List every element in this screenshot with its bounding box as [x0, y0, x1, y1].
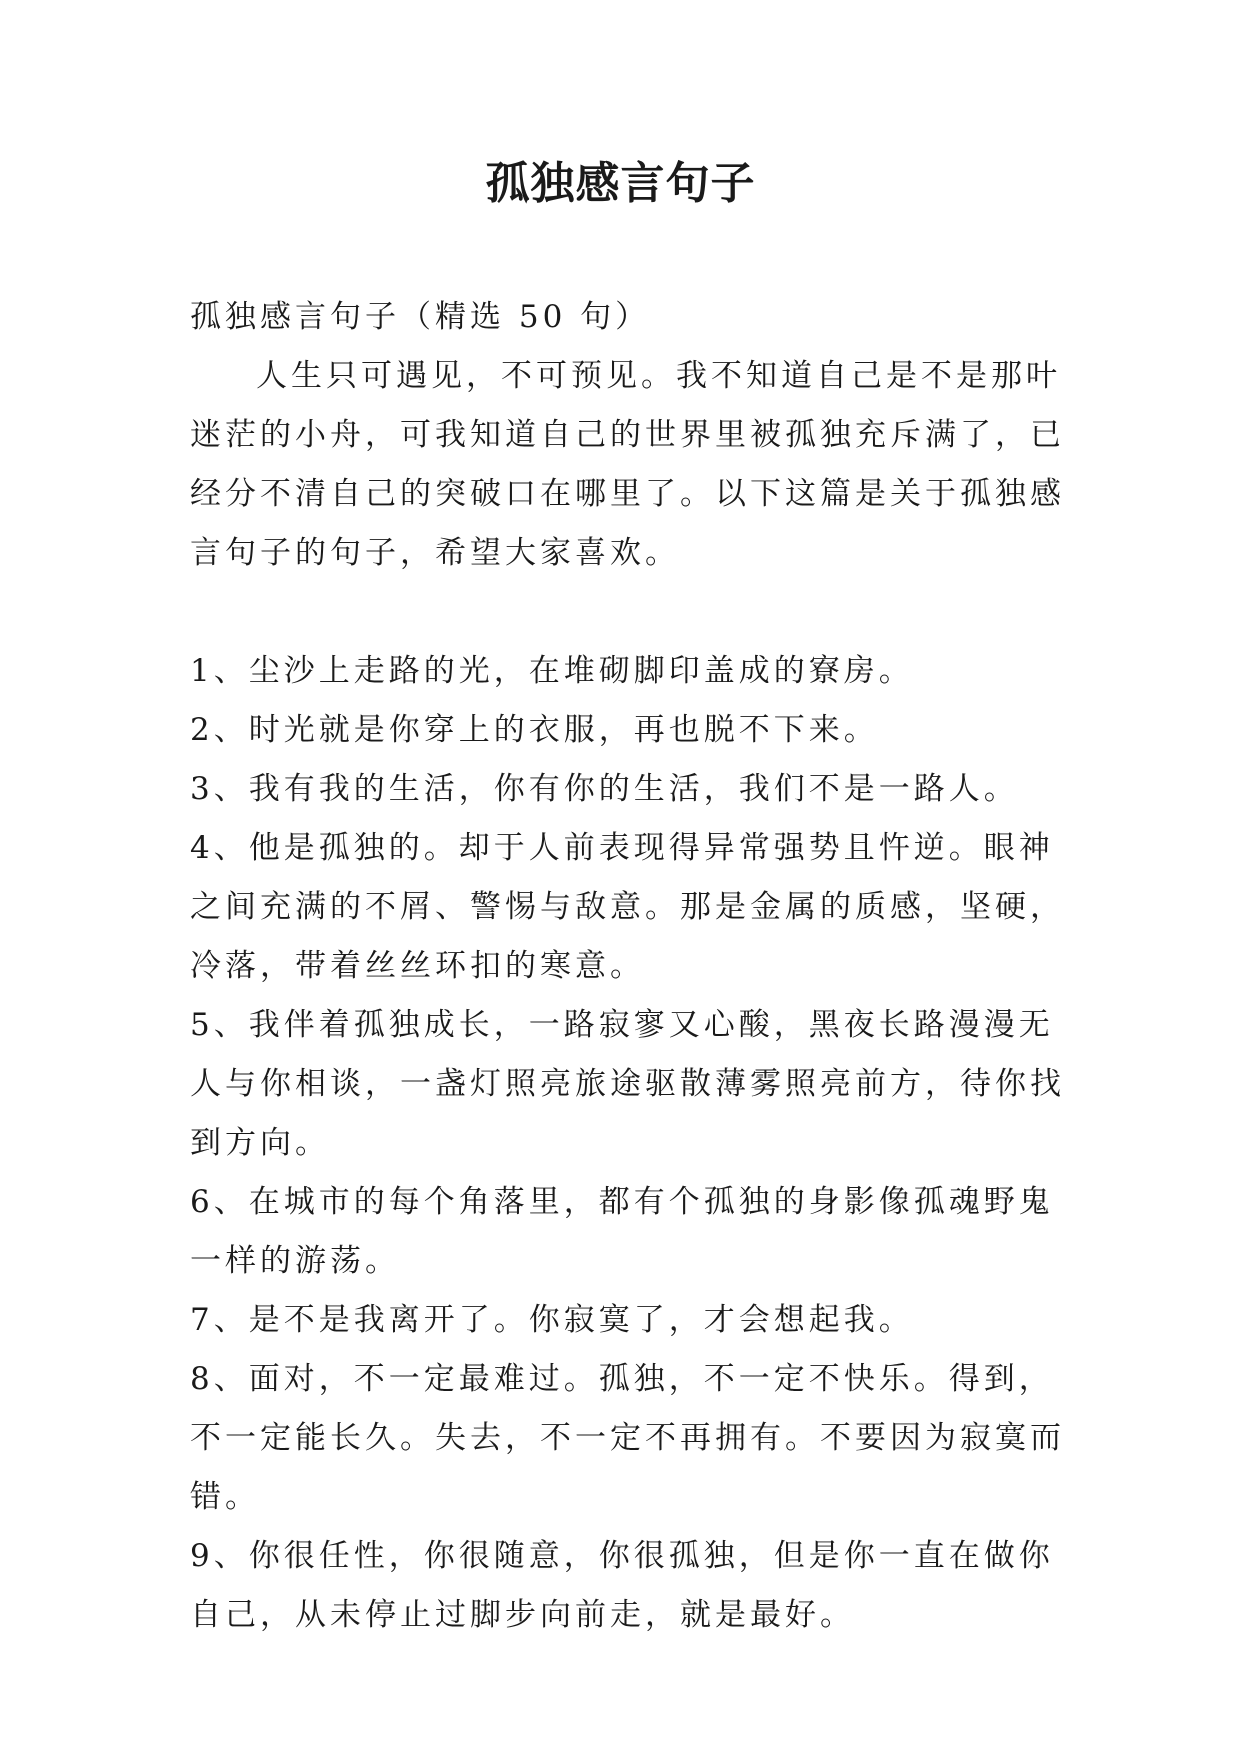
document-subtitle: 孤独感言句子（精选 50 句）	[190, 299, 651, 335]
document-body	[190, 288, 1070, 1645]
list-item: 6、在城市的每个角落里，都有个孤独的身影像孤魂野鬼一样的游荡。	[190, 1184, 1054, 1279]
list-item: 2、时光就是你穿上的衣服，再也脱不下来。	[190, 712, 879, 748]
intro-paragraph: 人生只可遇见，不可预见。我不知道自己是不是那叶迷茫的小舟，可我知道自己的世界里被孤独充斥满了，已经分不清自己的突破口在哪里了。以下这篇是关于孤独感言句子的句子，希望大家喜欢。	[190, 358, 1065, 571]
list-item: 5、我伴着孤独成长，一路寂寥又心酸，黑夜长路漫漫无人与你相谈，一盏灯照亮旅途驱散薄雾照亮前方，待你找到方向。	[190, 1007, 1065, 1161]
list-item: 7、是不是我离开了。你寂寞了，才会想起我。	[190, 1302, 914, 1338]
list-item: 3、我有我的生活，你有你的生活，我们不是一路人。	[190, 771, 1019, 807]
list-item: 9、你很任性，你很随意，你很孤独，但是你一直在做你自己，从未停止过脚步向前走，就是最好。	[190, 1538, 1054, 1633]
list-item: 8、面对，不一定最难过。孤独，不一定不快乐。得到，不一定能长久。失去，不一定不再拥有。不要因为寂寞而错。	[190, 1361, 1065, 1515]
document-title: 孤独感言句子	[485, 158, 756, 209]
paragraph-spacer	[190, 583, 1070, 642]
list-item: 4、他是孤独的。却于人前表现得异常强势且忤逆。眼神之间充满的不屑、警惕与敌意。那是金属的质感，坚硬，冷落，带着丝丝环扣的寒意。	[190, 830, 1065, 984]
list-item: 1、尘沙上走路的光，在堆砌脚印盖成的寮房。	[190, 653, 914, 689]
